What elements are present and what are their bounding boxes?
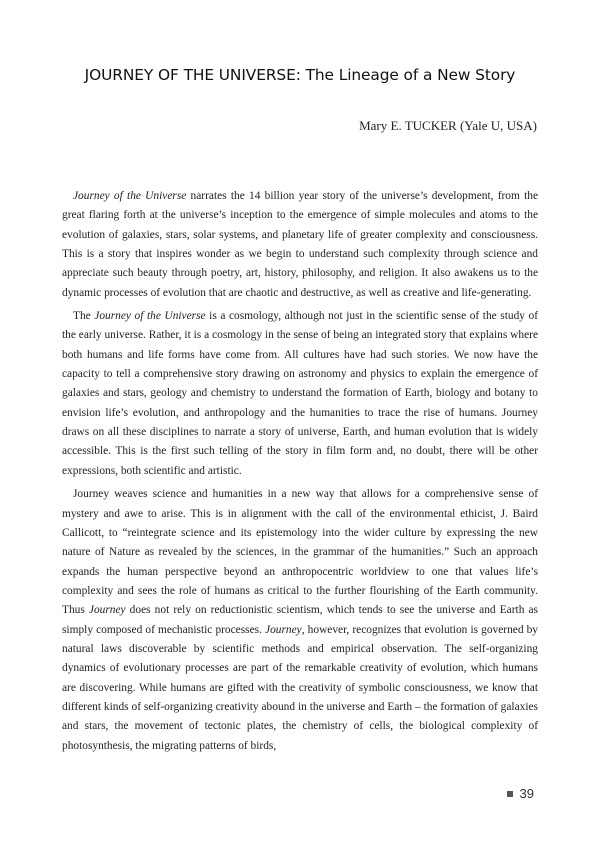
paragraph-text: Journey weaves science and humanities in a new way that allows for a comprehensive sense of mystery and awe to arise. This is in alignment with the call of the environmental ethicist, J. Baird Callicott, to “reintegrate science and its epistemology into the wider culture by expressing the new nature of Nature as revealed by the sciences, in the grammar of the humanities.” Such an approach expands the human perspective beyond an anthropocentric worldview to one that values life’s complexity and sees the role of humans as critical to the further flourishing of the Earth community. Thus xyxy=(62,488,538,617)
paragraph-2 xyxy=(62,307,538,481)
paragraph-text: , however, recognizes that evolution is governed by natural laws discoverable by scientific methods and empirical observation. The self-organizing dynamics of evolutionary processes are part of the remarkable creativity of evolution, which humans are discovering. While humans are gifted with the creativity of symbolic consciousness, we know that different kinds of self-organizing creativity abound in the universe and Earth – the formation of galaxies and stars, the movement of tectonic plates, the chemistry of cells, the biological complexity of photosynthesis, the migrating patterns of birds, xyxy=(62,623,538,752)
title-italic: Journey of the Universe xyxy=(73,190,187,202)
paragraph-text: is a cosmology, although not just in the scientific sense of the study of the early universe. Rather, it is a cosmology in the sense of being an integrated story that explains where both humans and life forms have come from. All cultures have had such stories. We now have the capacity to tell a comprehensive story drawing on astronomy and physics to explain the emergence of galaxies and stars, geology and chemistry to understand the formation of Earth, biology and botany to envision life’s evolution, and anthropology and the humanities to trace the rise of humans. Journey draws on all these disciplines to narrate a story of universe, Earth, and human evolution that is widely accessible. This is the first such telling of the story in film form and, no doubt, there will be other expressions, both scientific and artistic. xyxy=(62,310,539,477)
paragraph-prefix: The xyxy=(73,310,95,323)
paragraph-3 xyxy=(62,485,538,756)
page-number: 39 xyxy=(519,786,534,801)
article-body xyxy=(62,187,538,760)
title-italic: Journey xyxy=(88,604,126,617)
page-footer xyxy=(507,786,534,801)
paragraph-1 xyxy=(62,187,538,303)
paragraph-text: narrates the 14 billion year story of the universe’s development, from the great flaring forth at the universe’s inception to the emergence of simple molecules and atoms to the evolution of galaxies, stars, solar systems, and planetary life of greater complexity and consciousness. This is a story that inspires wonder as we begin to understand such complexity through science and appreciate such beauty through poetry, art, history, philosophy, and religion. It also awakens us to the dynamic processes of evolution that are chaotic and destructive, as well as creative and life-generating. xyxy=(62,190,539,299)
square-bullet-icon xyxy=(507,791,513,797)
page-title: JOURNEY OF THE UNIVERSE: The Lineage of a New Story xyxy=(84,66,516,84)
author-byline: Mary E. TUCKER (Yale U, USA) xyxy=(359,118,537,133)
title-italic: Journey of the Universe xyxy=(94,310,206,323)
paragraph-text: does not rely on reductionistic scientism, which tends to see the universe and Earth as simply composed of mechanistic processes. xyxy=(62,604,538,636)
title-italic: Journey xyxy=(265,623,302,636)
